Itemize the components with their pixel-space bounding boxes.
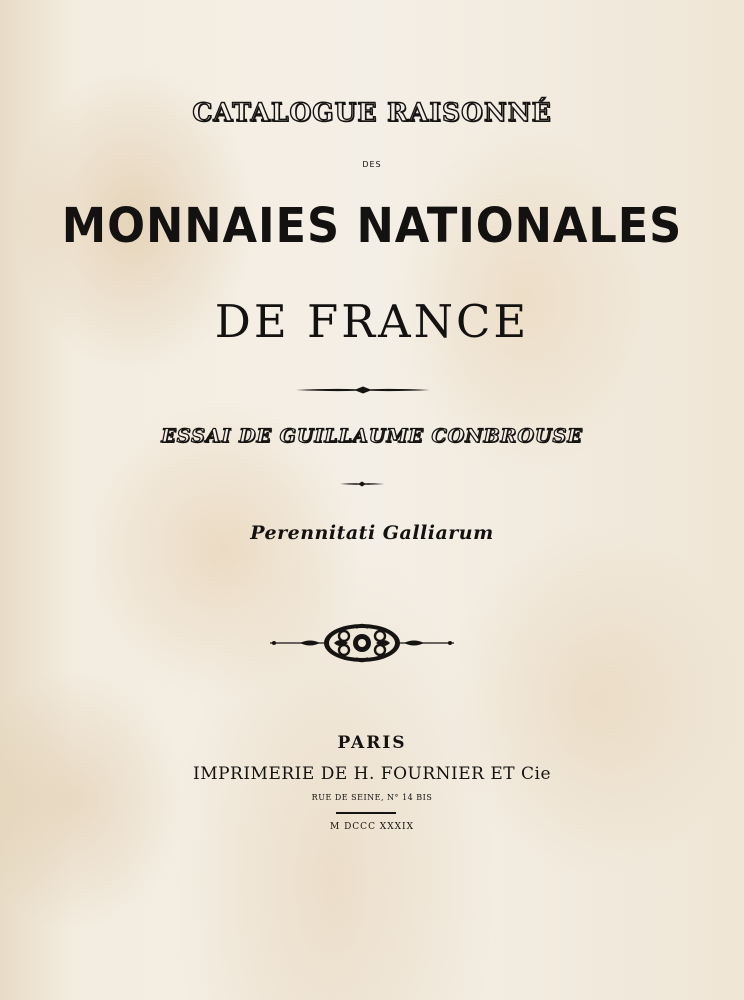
fleuron-ornament xyxy=(270,620,454,666)
title-line-monnaies: MONNAIES NATIONALES xyxy=(61,198,683,254)
imprint-printer: IMPRIMERIE DE H. FOURNIER ET Cie xyxy=(192,764,552,784)
imprint-address: RUE DE SEINE, N° 14 BIS xyxy=(311,793,433,802)
imprint-year: M DCCC XXXIX xyxy=(330,822,414,832)
imprint-city: PARIS xyxy=(337,733,407,753)
imprint-rule xyxy=(336,812,396,814)
decorative-dash xyxy=(340,480,384,488)
title-line-catalogue: CATALOGUE RAISONNÉ xyxy=(192,98,552,127)
author-line: ESSAI DE GUILLAUME CONBROUSE xyxy=(161,425,583,447)
decorative-rule xyxy=(296,385,430,395)
title-line-de-france: DE FRANCE xyxy=(214,295,530,348)
motto: Perennitati Galliarum xyxy=(250,522,494,544)
title-line-des: DES xyxy=(362,160,382,169)
